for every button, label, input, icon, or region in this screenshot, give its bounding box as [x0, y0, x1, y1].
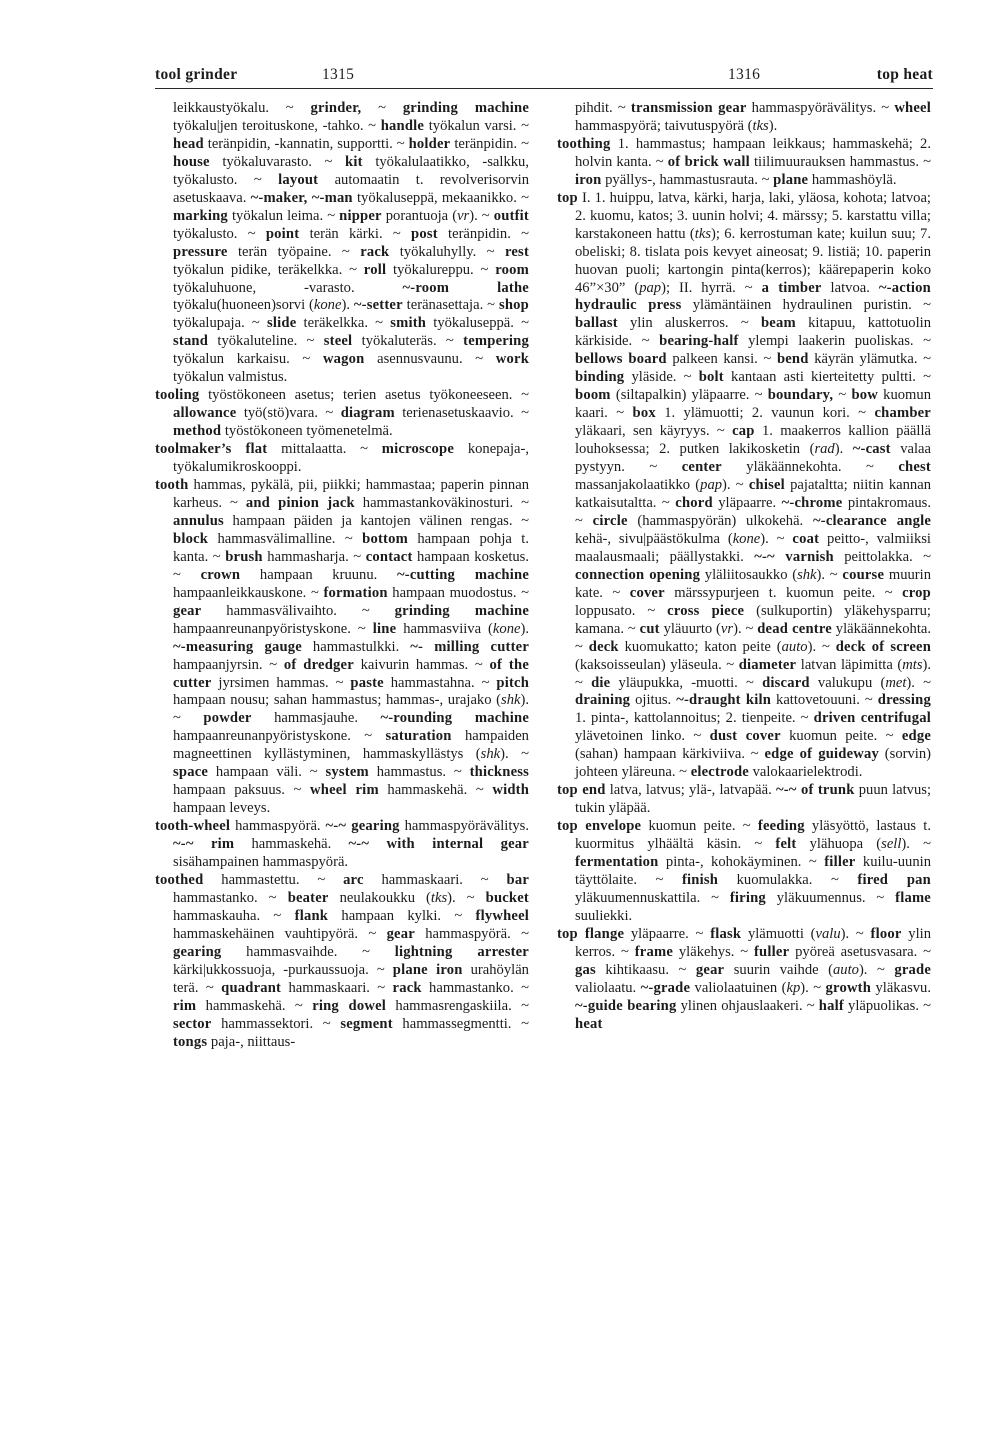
dictionary-entry: tooling työstökoneen asetus; terien asetus työkoneeseen. ~ allowance työ(stö)vara. ~ diagram terienasetuskaavio. ~ method työstökoneen työmenetelmä. — [155, 387, 529, 440]
dictionary-entry: tooth hammas, pykälä, pii, piikki; hammastaa; paperin pinnan karheus. ~ and pinion jack hammastankoväkinosturi. ~ annulus hampaan päiden ja kantojen välinen rengas. ~ block hammasvälimalline. ~ bottom hampaan pohja t. kanta. ~ brush hammasharja. ~ contact hampaan kosketus. ~ crown hampaan kruunu. ~-cutting machine hampaanleikkauskone. ~ formation hampaan muodostus. ~ gear hammasvälivaihto. ~ grinding machine hampaanreunanpyöristyskone. ~ line hammasviiva (kone). ~-measuring gauge hammastulkki. ~- milling cutter hampaanjyrsin. ~ of dredger kaivurin hammas. ~ of the cutter jyrsimen hammas. ~ paste hammastahna. ~ pitch hampaan nousu; sahan hammastus; hammas-, urajako (shk). ~ powder hammasjauhe. ~-rounding machine hampaanreunanpyöristyskone. ~ saturation hampaiden magneettinen kyllästyminen, hammaskyllästys (shk). ~ space hampaan väli. ~ system hammastus. ~ thickness hampaan paksuus. ~ wheel rim hammaskehä. ~ width hampaan leveys. — [155, 477, 530, 817]
dictionary-entry: top I. 1. huippu, latva, kärki, harja, laki, yläosa, kohota; latvoa; 2. kuomu, katos; 3. uunin holvi; 4. märssy; 5. karstattu villa; karstakoneen hattu (tks); 6. kerrostuman kate; kuilun suu; 7. obeliski; 8. tislata pois kevyet aineosat; 9. listiä; 10. paperin huovan puoli; kartongin pinta(kerros); käärepaperin koko 46”×30” (pap); II. hyrrä. ~ a timber latvoa. ~-action hydraulic press ylämäntäinen hydraulinen puristin. ~ ballast ylin aluskerros. ~ beam kitapuu, kattotuolin kärkiside. ~ bearing-half ylempi laakerin puoliskas. ~ bellows board palkeen kansi. ~ bend käyrän ylämutka. ~ binding yläside. ~ bolt kantaan asti kierteitetty pultti. ~ boom (siltapalkin) yläpaarre. ~ boundary, ~ bow kuomun kaari. ~ box 1. ylämuotti; 2. vaunun kori. ~ chamber yläkaari, sen käyryys. ~ cap 1. maakerros kallion päällä louhoksessa; 2. putken lakikosketin (rad). ~-cast valaa pystyyn. ~ center yläkäännekohta. ~ chest massanjakolaatikko (pap). ~ chisel pajataltta; niitin kannan katkaisutaltta. ~ chord yläpaarre. ~-chrome pintakromaus. ~ circle (hammaspyörän) ulkokehä. ~-clearance angle kehä-, sivu|päästökulma (kone). ~ coat peitto-, valmiiksi maalausmaali; päällystakki. ~-~ varnish peittolakka. ~ connection opening yläliitosaukko (shk). ~ course muurin kate. ~ cover märssypurjeen t. kuomun peite. ~ crop loppusato. ~ cross piece (sulkuportin) yläkehysparru; kamana. ~ cut yläuurto (vr). ~ dead centre yläkäännekohta. ~ deck kuomukatto; katon peite (auto). ~ deck of screen (kaksoisseulan) yläseula. ~ diameter latvan läpimitta (mts). ~ die yläupukka, -muotti. ~ discard valukupu (met). ~ draining ojitus. ~-draught kiln kattovetouuni. ~ dressing 1. pinta-, kattolannoitus; 2. tienpeite. ~ driven centrifugal ylävetoinen linko. ~ dust cover kuomun peite. ~ edge (sahan) hampaan kärkiviiva. ~ edge of guideway (sorvin) johteen yläreuna. ~ electrode valokaarielektrodi. — [557, 189, 932, 781]
dictionary-entry: top end latva, latvus; ylä-, latvapää. ~-~ of trunk puun latvus; tukin yläpää. — [557, 782, 932, 817]
left-guide-word: tool grinder — [155, 66, 238, 83]
page-header — [155, 62, 933, 88]
header-rule — [155, 88, 933, 89]
dictionary-entry: toothed hammastettu. ~ arc hammaskaari. ~ bar hammastanko. ~ beater neulakoukku (tks). ~ bucket hammaskauha. ~ flank hampaan kylki. ~ flywheel hammaskehäinen vauhtipyörä. ~ gear hammaspyörä. ~ gearing hammasvaihde. ~ lightning arrester kärki|ukkossuoja, -purkaussuoja. ~ plane iron urahöylän terä. ~ quadrant hammaskaari. ~ rack hammastanko. ~ rim hammaskehä. ~ ring dowel hammasrengaskiila. ~ sector hammassektori. ~ segment hammassegmentti. ~ tongs paja-, niittaus- — [155, 871, 530, 1050]
dictionary-entry: top envelope kuomun peite. ~ feeding yläsyöttö, lastaus t. kuormitus ylhäältä käsin. ~ felt ylähuopa (sell). ~ fermentation pinta-, kohokäyminen. ~ filler kuilu-uunin täyttölaite. ~ finish kuomulakka. ~ fired pan yläkuumennuskattila. ~ firing yläkuumennus. ~ flame suuliekki. — [557, 818, 931, 924]
dictionary-entry: leikkaustyökalu. ~ grinder, ~ grinding machine työkalu|jen teroituskone, -tahko. ~ handle työkalun varsi. ~ head teränpidin, -kannatin, supportti. ~ holder teränpidin. ~ house työkaluvarasto. ~ kit työkalulaatikko, -salkku, työkalusto. ~ layout automaatin t. revolverisorvin asetuskaava. ~-maker, ~-man työkaluseppä, mekaanikko. ~ marking työkalun leima. ~ nipper porantuoja (vr). ~ outfit työkalusto. ~ point terän kärki. ~ post teränpidin. ~ pressure terän työpaine. ~ rack työkaluhylly. ~ rest työkalun pidike, teräkelkka. ~ roll työkalureppu. ~ room työkaluhuone, -varasto. ~-room lathe työkalu(huoneen)sorvi (kone). ~-setter teränasettaja. ~ shop työkalupaja. ~ slide teräkelkka. ~ smith työkaluseppä. ~ stand työkaluteline. ~ steel työkaluteräs. ~ tempering työkalun karkaisu. ~ wagon asennusvaunu. ~ work työkalun valmistus. — [173, 100, 530, 386]
left-page-number: 1315 — [322, 66, 355, 83]
right-column — [557, 100, 931, 1034]
dictionary-entry: pihdit. ~ transmission gear hammaspyörävälitys. ~ wheel hammaspyörä; taivutuspyörä (tks). — [575, 100, 931, 134]
right-page-number: 1316 — [728, 66, 761, 83]
dictionary-entry: toolmaker’s flat mittalaatta. ~ microscope konepaja-, työkalumikroskooppi. — [155, 441, 529, 476]
dictionary-entry: toothing 1. hammastus; hampaan leikkaus; hammaskehä; 2. holvin kanta. ~ of brick wall tiilimuurauksen hammastus. ~ iron pyällys-, hammastusrauta. ~ plane hammashöylä. — [557, 135, 931, 188]
left-column — [155, 100, 529, 1052]
right-guide-word: top heat — [876, 66, 933, 83]
dictionary-entry: tooth-wheel hammaspyörä. ~-~ gearing hammaspyörävälitys. ~-~ rim hammaskehä. ~-~ with internal gear sisähampainen hammaspyörä. — [155, 818, 530, 871]
dictionary-entry: top flange yläpaarre. ~ flask ylämuotti (valu). ~ floor ylin kerros. ~ frame yläkehys. ~ fuller pyöreä asetusvasara. ~ gas kihtikaasu. ~ gear suurin vaihde (auto). ~ grade valiolaatu. ~-grade valiolaatuinen (kp). ~ growth yläkasvu. ~-guide bearing ylinen ohjauslaakeri. ~ half yläpuolikas. ~ heat — [557, 925, 932, 1032]
